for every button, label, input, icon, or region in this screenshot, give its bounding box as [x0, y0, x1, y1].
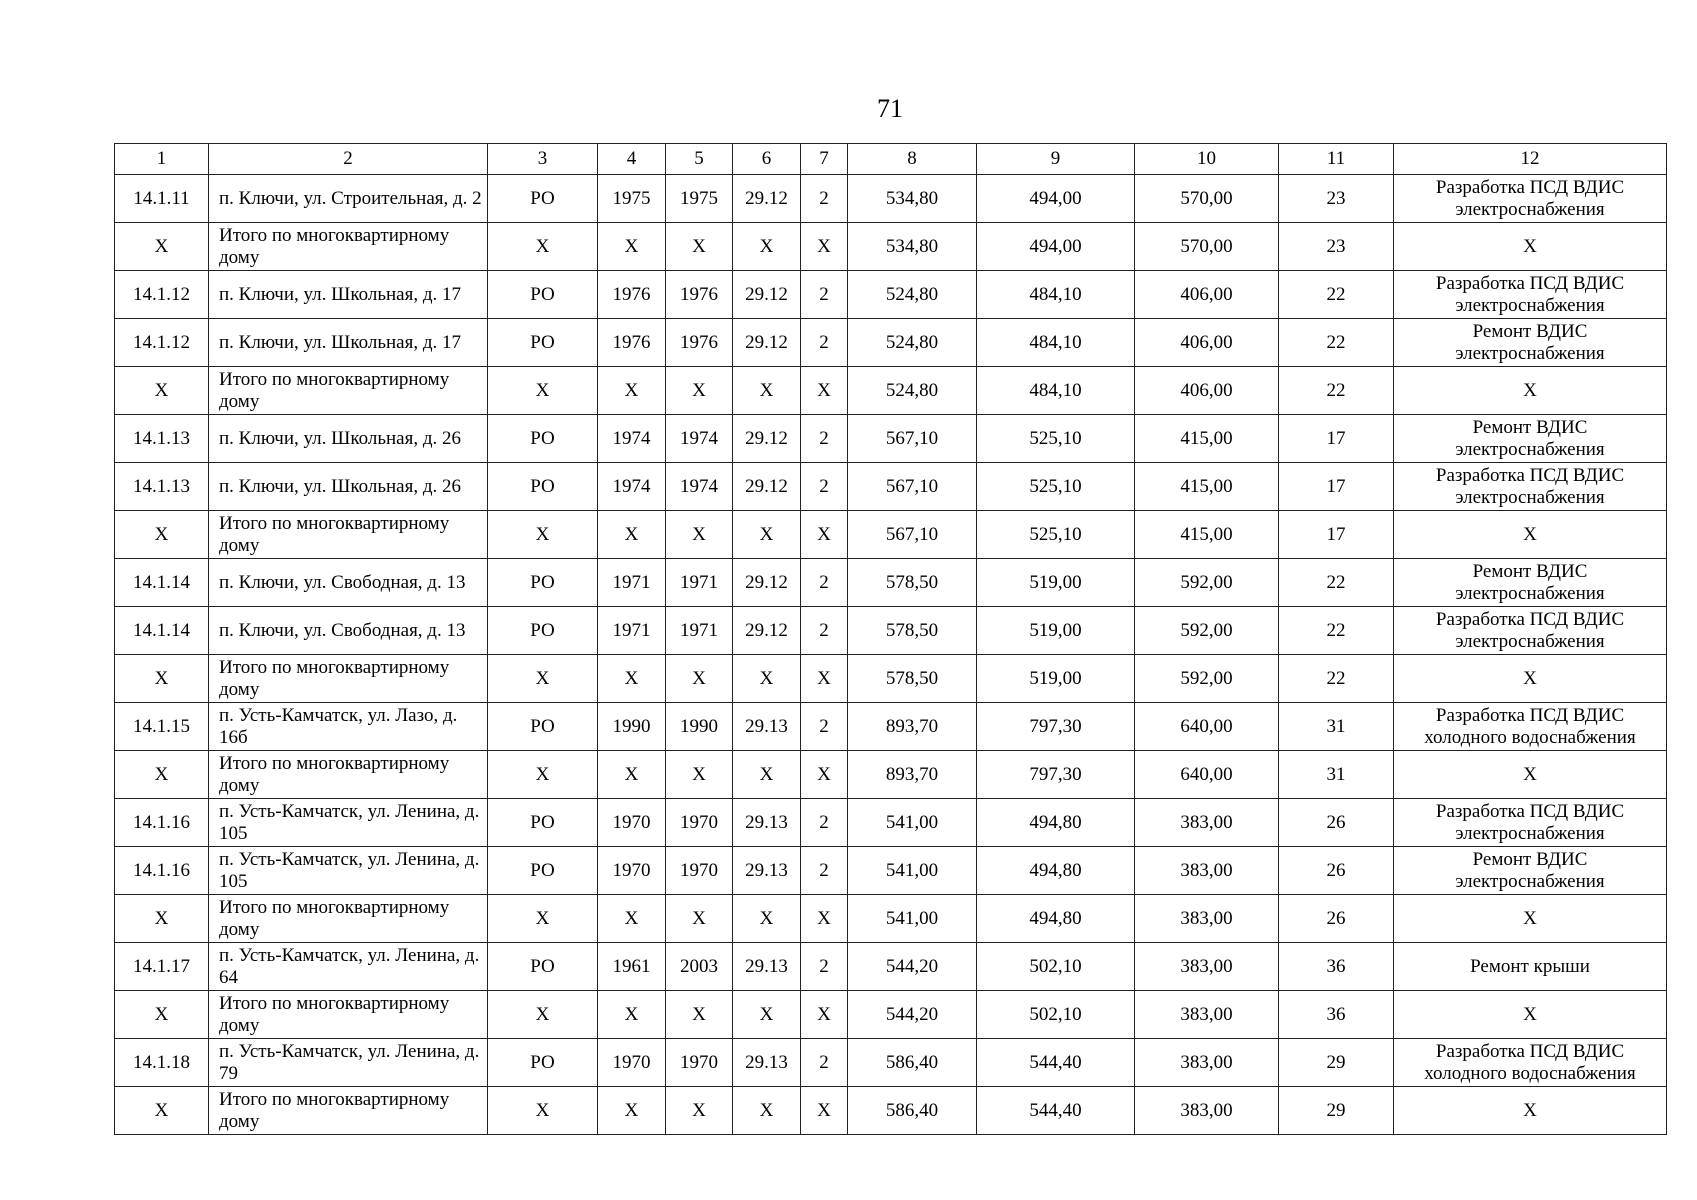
living-area-cell: 494,80 — [977, 799, 1135, 847]
year-commissioned-cell: Х — [666, 1087, 733, 1135]
year-commissioned-cell: 1970 — [666, 799, 733, 847]
total-area-cell: 567,10 — [848, 511, 977, 559]
floors-cell: 2 — [801, 703, 848, 751]
year-commissioned-cell: 1975 — [666, 175, 733, 223]
residents-count-cell: 17 — [1279, 463, 1394, 511]
column-header: 1 — [115, 144, 209, 175]
year-commissioned-cell: 1974 — [666, 463, 733, 511]
total-area-cell: 534,80 — [848, 223, 977, 271]
work-type-cell: Х — [1394, 223, 1667, 271]
residents-count-cell: 23 — [1279, 223, 1394, 271]
living-area-cell: 525,10 — [977, 511, 1135, 559]
residents-count-cell: 29 — [1279, 1039, 1394, 1087]
year-built-cell: Х — [598, 655, 666, 703]
total-area-cell: 586,40 — [848, 1087, 977, 1135]
residents-area-cell: 592,00 — [1135, 655, 1279, 703]
column-number-row — [115, 144, 1667, 175]
row-number-cell: 14.1.15 — [115, 703, 209, 751]
residents-count-cell: 31 — [1279, 751, 1394, 799]
living-area-cell: 494,00 — [977, 223, 1135, 271]
residents-count-cell: 22 — [1279, 319, 1394, 367]
residents-area-cell: 592,00 — [1135, 607, 1279, 655]
year-commissioned-cell: 1990 — [666, 703, 733, 751]
residents-area-cell: 570,00 — [1135, 175, 1279, 223]
year-commissioned-cell: 1976 — [666, 319, 733, 367]
floors-cell: Х — [801, 895, 848, 943]
living-area-cell: 484,10 — [977, 319, 1135, 367]
category-cell: РО — [488, 943, 598, 991]
column-header: 12 — [1394, 144, 1667, 175]
row-number-cell: Х — [115, 895, 209, 943]
year-built-cell: Х — [598, 511, 666, 559]
residents-count-cell: 36 — [1279, 943, 1394, 991]
wall-material-cell: Х — [733, 1087, 801, 1135]
table-body — [115, 175, 1667, 1135]
wall-material-cell: 29.13 — [733, 799, 801, 847]
living-area-cell: 544,40 — [977, 1039, 1135, 1087]
year-commissioned-cell: Х — [666, 991, 733, 1039]
residents-area-cell: 383,00 — [1135, 895, 1279, 943]
living-area-cell: 484,10 — [977, 271, 1135, 319]
row-number-cell: Х — [115, 655, 209, 703]
year-commissioned-cell: 1971 — [666, 559, 733, 607]
residents-area-cell: 406,00 — [1135, 367, 1279, 415]
wall-material-cell: 29.13 — [733, 847, 801, 895]
work-type-cell: Разработка ПСД ВДИС электроснабжения — [1394, 175, 1667, 223]
table-row — [115, 895, 1667, 943]
row-number-cell: 14.1.13 — [115, 463, 209, 511]
living-area-cell: 502,10 — [977, 943, 1135, 991]
living-area-cell: 484,10 — [977, 367, 1135, 415]
year-built-cell: 1975 — [598, 175, 666, 223]
work-type-cell: Ремонт ВДИС электроснабжения — [1394, 415, 1667, 463]
row-number-cell: Х — [115, 1087, 209, 1135]
floors-cell: Х — [801, 511, 848, 559]
category-cell: РО — [488, 415, 598, 463]
total-area-cell: 893,70 — [848, 751, 977, 799]
living-area-cell: 519,00 — [977, 559, 1135, 607]
total-area-cell: 524,80 — [848, 271, 977, 319]
floors-cell: Х — [801, 655, 848, 703]
row-number-cell: Х — [115, 991, 209, 1039]
residents-area-cell: 383,00 — [1135, 1087, 1279, 1135]
table-row — [115, 415, 1667, 463]
table-row — [115, 943, 1667, 991]
address-cell: п. Усть-Камчатск, ул. Ленина, д. 79 — [209, 1039, 488, 1087]
address-cell: п. Ключи, ул. Школьная, д. 26 — [209, 463, 488, 511]
work-type-cell: Х — [1394, 655, 1667, 703]
year-built-cell: Х — [598, 751, 666, 799]
year-built-cell: 1976 — [598, 319, 666, 367]
column-header: 8 — [848, 144, 977, 175]
row-number-cell: 14.1.16 — [115, 847, 209, 895]
residents-area-cell: 406,00 — [1135, 319, 1279, 367]
column-header: 10 — [1135, 144, 1279, 175]
work-type-cell: Ремонт ВДИС электроснабжения — [1394, 559, 1667, 607]
living-area-cell: 502,10 — [977, 991, 1135, 1039]
residents-count-cell: 29 — [1279, 1087, 1394, 1135]
residents-area-cell: 383,00 — [1135, 943, 1279, 991]
residents-count-cell: 17 — [1279, 511, 1394, 559]
address-cell: п. Ключи, ул. Школьная, д. 26 — [209, 415, 488, 463]
residents-count-cell: 22 — [1279, 559, 1394, 607]
category-cell: Х — [488, 991, 598, 1039]
year-built-cell: Х — [598, 367, 666, 415]
address-cell: п. Ключи, ул. Школьная, д. 17 — [209, 271, 488, 319]
row-number-cell: 14.1.17 — [115, 943, 209, 991]
category-cell: РО — [488, 271, 598, 319]
wall-material-cell: 29.12 — [733, 607, 801, 655]
category-cell: Х — [488, 655, 598, 703]
work-type-cell: Х — [1394, 511, 1667, 559]
residents-count-cell: 26 — [1279, 847, 1394, 895]
wall-material-cell: Х — [733, 991, 801, 1039]
total-area-cell: 586,40 — [848, 1039, 977, 1087]
column-header: 11 — [1279, 144, 1394, 175]
wall-material-cell: Х — [733, 511, 801, 559]
living-area-cell: 544,40 — [977, 1087, 1135, 1135]
residents-count-cell: 22 — [1279, 655, 1394, 703]
floors-cell: 2 — [801, 175, 848, 223]
residents-area-cell: 640,00 — [1135, 751, 1279, 799]
floors-cell: 2 — [801, 463, 848, 511]
total-area-cell: 567,10 — [848, 463, 977, 511]
year-built-cell: Х — [598, 991, 666, 1039]
year-built-cell: Х — [598, 895, 666, 943]
work-type-cell: Х — [1394, 991, 1667, 1039]
table-row — [115, 367, 1667, 415]
wall-material-cell: 29.12 — [733, 463, 801, 511]
address-cell: Итого по многоквартирному дому — [209, 655, 488, 703]
living-area-cell: 525,10 — [977, 415, 1135, 463]
column-header: 2 — [209, 144, 488, 175]
year-commissioned-cell: Х — [666, 751, 733, 799]
table-row — [115, 991, 1667, 1039]
floors-cell: Х — [801, 991, 848, 1039]
wall-material-cell: Х — [733, 751, 801, 799]
year-built-cell: 1976 — [598, 271, 666, 319]
residents-count-cell: 22 — [1279, 271, 1394, 319]
year-commissioned-cell: Х — [666, 895, 733, 943]
work-type-cell: Разработка ПСД ВДИС электроснабжения — [1394, 607, 1667, 655]
wall-material-cell: 29.12 — [733, 175, 801, 223]
row-number-cell: Х — [115, 367, 209, 415]
total-area-cell: 541,00 — [848, 895, 977, 943]
year-built-cell: 1961 — [598, 943, 666, 991]
year-built-cell: 1990 — [598, 703, 666, 751]
year-commissioned-cell: 1974 — [666, 415, 733, 463]
residents-area-cell: 592,00 — [1135, 559, 1279, 607]
year-commissioned-cell: 2003 — [666, 943, 733, 991]
table-row — [115, 607, 1667, 655]
residents-count-cell: 22 — [1279, 367, 1394, 415]
column-header: 3 — [488, 144, 598, 175]
category-cell: Х — [488, 1087, 598, 1135]
floors-cell: 2 — [801, 415, 848, 463]
floors-cell: 2 — [801, 319, 848, 367]
residents-count-cell: 26 — [1279, 895, 1394, 943]
column-header: 5 — [666, 144, 733, 175]
category-cell: РО — [488, 799, 598, 847]
work-type-cell: Разработка ПСД ВДИС электроснабжения — [1394, 463, 1667, 511]
table-row — [115, 271, 1667, 319]
wall-material-cell: 29.13 — [733, 703, 801, 751]
wall-material-cell: 29.12 — [733, 415, 801, 463]
page-number: 71 — [877, 94, 903, 123]
wall-material-cell: Х — [733, 895, 801, 943]
table-row — [115, 175, 1667, 223]
floors-cell: 2 — [801, 559, 848, 607]
work-type-cell: Разработка ПСД ВДИС холодного водоснабжения — [1394, 1039, 1667, 1087]
year-built-cell: 1974 — [598, 463, 666, 511]
living-area-cell: 494,80 — [977, 847, 1135, 895]
work-type-cell: Ремонт ВДИС электроснабжения — [1394, 319, 1667, 367]
year-commissioned-cell: 1970 — [666, 1039, 733, 1087]
residents-area-cell: 383,00 — [1135, 847, 1279, 895]
work-type-cell: Х — [1394, 895, 1667, 943]
wall-material-cell: 29.13 — [733, 943, 801, 991]
category-cell: РО — [488, 463, 598, 511]
table-row — [115, 319, 1667, 367]
table-row — [115, 1087, 1667, 1135]
row-number-cell: 14.1.14 — [115, 607, 209, 655]
work-type-cell: Х — [1394, 1087, 1667, 1135]
address-cell: Итого по многоквартирному дому — [209, 1087, 488, 1135]
residents-area-cell: 415,00 — [1135, 463, 1279, 511]
total-area-cell: 541,00 — [848, 847, 977, 895]
year-built-cell: Х — [598, 223, 666, 271]
category-cell: Х — [488, 223, 598, 271]
total-area-cell: 567,10 — [848, 415, 977, 463]
total-area-cell: 578,50 — [848, 559, 977, 607]
residents-area-cell: 415,00 — [1135, 415, 1279, 463]
residents-count-cell: 17 — [1279, 415, 1394, 463]
category-cell: РО — [488, 703, 598, 751]
year-built-cell: Х — [598, 1087, 666, 1135]
total-area-cell: 534,80 — [848, 175, 977, 223]
year-built-cell: 1974 — [598, 415, 666, 463]
living-area-cell: 525,10 — [977, 463, 1135, 511]
table-row — [115, 703, 1667, 751]
category-cell: РО — [488, 319, 598, 367]
wall-material-cell: Х — [733, 367, 801, 415]
year-built-cell: 1971 — [598, 607, 666, 655]
row-number-cell: Х — [115, 223, 209, 271]
table-row — [115, 1039, 1667, 1087]
address-cell: Итого по многоквартирному дому — [209, 991, 488, 1039]
living-area-cell: 494,00 — [977, 175, 1135, 223]
column-header: 9 — [977, 144, 1135, 175]
wall-material-cell: Х — [733, 223, 801, 271]
floors-cell: Х — [801, 223, 848, 271]
address-cell: Итого по многоквартирному дому — [209, 895, 488, 943]
living-area-cell: 519,00 — [977, 607, 1135, 655]
residents-count-cell: 23 — [1279, 175, 1394, 223]
row-number-cell: 14.1.16 — [115, 799, 209, 847]
wall-material-cell: Х — [733, 655, 801, 703]
living-area-cell: 519,00 — [977, 655, 1135, 703]
row-number-cell: 14.1.13 — [115, 415, 209, 463]
year-commissioned-cell: Х — [666, 367, 733, 415]
floors-cell: 2 — [801, 271, 848, 319]
category-cell: Х — [488, 367, 598, 415]
year-commissioned-cell: 1971 — [666, 607, 733, 655]
category-cell: Х — [488, 895, 598, 943]
category-cell: РО — [488, 607, 598, 655]
wall-material-cell: 29.12 — [733, 271, 801, 319]
year-built-cell: 1970 — [598, 799, 666, 847]
address-cell: Итого по многоквартирному дому — [209, 751, 488, 799]
residents-area-cell: 415,00 — [1135, 511, 1279, 559]
residents-count-cell: 36 — [1279, 991, 1394, 1039]
total-area-cell: 524,80 — [848, 367, 977, 415]
residents-area-cell: 570,00 — [1135, 223, 1279, 271]
address-cell: Итого по многоквартирному дому — [209, 367, 488, 415]
year-commissioned-cell: 1976 — [666, 271, 733, 319]
address-cell: п. Ключи, ул. Свободная, д. 13 — [209, 559, 488, 607]
table-row — [115, 511, 1667, 559]
floors-cell: Х — [801, 367, 848, 415]
living-area-cell: 494,80 — [977, 895, 1135, 943]
table-row — [115, 223, 1667, 271]
work-type-cell: Х — [1394, 751, 1667, 799]
total-area-cell: 544,20 — [848, 991, 977, 1039]
work-type-cell: Х — [1394, 367, 1667, 415]
wall-material-cell: 29.13 — [733, 1039, 801, 1087]
wall-material-cell: 29.12 — [733, 319, 801, 367]
row-number-cell: 14.1.12 — [115, 319, 209, 367]
address-cell: п. Ключи, ул. Строительная, д. 2 — [209, 175, 488, 223]
year-commissioned-cell: Х — [666, 223, 733, 271]
total-area-cell: 578,50 — [848, 655, 977, 703]
year-built-cell: 1971 — [598, 559, 666, 607]
floors-cell: 2 — [801, 847, 848, 895]
floors-cell: 2 — [801, 607, 848, 655]
address-cell: п. Усть-Камчатск, ул. Ленина, д. 64 — [209, 943, 488, 991]
work-type-cell: Ремонт ВДИС электроснабжения — [1394, 847, 1667, 895]
residents-area-cell: 640,00 — [1135, 703, 1279, 751]
floors-cell: Х — [801, 1087, 848, 1135]
row-number-cell: 14.1.12 — [115, 271, 209, 319]
table-row — [115, 655, 1667, 703]
living-area-cell: 797,30 — [977, 703, 1135, 751]
address-cell: п. Ключи, ул. Свободная, д. 13 — [209, 607, 488, 655]
row-number-cell: 14.1.11 — [115, 175, 209, 223]
work-type-cell: Ремонт крыши — [1394, 943, 1667, 991]
total-area-cell: 541,00 — [848, 799, 977, 847]
column-header: 4 — [598, 144, 666, 175]
residents-area-cell: 383,00 — [1135, 991, 1279, 1039]
total-area-cell: 893,70 — [848, 703, 977, 751]
residents-count-cell: 31 — [1279, 703, 1394, 751]
row-number-cell: Х — [115, 511, 209, 559]
address-cell: Итого по многоквартирному дому — [209, 223, 488, 271]
table-row — [115, 463, 1667, 511]
address-cell: Итого по многоквартирному дому — [209, 511, 488, 559]
category-cell: РО — [488, 175, 598, 223]
table-row — [115, 847, 1667, 895]
work-type-cell: Разработка ПСД ВДИС электроснабжения — [1394, 271, 1667, 319]
floors-cell: Х — [801, 751, 848, 799]
row-number-cell: 14.1.18 — [115, 1039, 209, 1087]
row-number-cell: 14.1.14 — [115, 559, 209, 607]
category-cell: РО — [488, 1039, 598, 1087]
total-area-cell: 544,20 — [848, 943, 977, 991]
address-cell: п. Усть-Камчатск, ул. Лазо, д. 16б — [209, 703, 488, 751]
table-row — [115, 559, 1667, 607]
category-cell: РО — [488, 847, 598, 895]
total-area-cell: 524,80 — [848, 319, 977, 367]
year-built-cell: 1970 — [598, 1039, 666, 1087]
table-row — [115, 751, 1667, 799]
address-cell: п. Усть-Камчатск, ул. Ленина, д. 105 — [209, 799, 488, 847]
column-header: 6 — [733, 144, 801, 175]
category-cell: Х — [488, 751, 598, 799]
residents-count-cell: 22 — [1279, 607, 1394, 655]
category-cell: Х — [488, 511, 598, 559]
work-type-cell: Разработка ПСД ВДИС холодного водоснабжения — [1394, 703, 1667, 751]
address-cell: п. Ключи, ул. Школьная, д. 17 — [209, 319, 488, 367]
residents-area-cell: 383,00 — [1135, 1039, 1279, 1087]
table-row — [115, 799, 1667, 847]
floors-cell: 2 — [801, 799, 848, 847]
housing-register-table — [114, 143, 1667, 1135]
residents-count-cell: 26 — [1279, 799, 1394, 847]
floors-cell: 2 — [801, 943, 848, 991]
floors-cell: 2 — [801, 1039, 848, 1087]
wall-material-cell: 29.12 — [733, 559, 801, 607]
residents-area-cell: 383,00 — [1135, 799, 1279, 847]
year-commissioned-cell: Х — [666, 511, 733, 559]
address-cell: п. Усть-Камчатск, ул. Ленина, д. 105 — [209, 847, 488, 895]
living-area-cell: 797,30 — [977, 751, 1135, 799]
residents-area-cell: 406,00 — [1135, 271, 1279, 319]
work-type-cell: Разработка ПСД ВДИС электроснабжения — [1394, 799, 1667, 847]
year-commissioned-cell: Х — [666, 655, 733, 703]
total-area-cell: 578,50 — [848, 607, 977, 655]
column-header: 7 — [801, 144, 848, 175]
row-number-cell: Х — [115, 751, 209, 799]
category-cell: РО — [488, 559, 598, 607]
year-built-cell: 1970 — [598, 847, 666, 895]
year-commissioned-cell: 1970 — [666, 847, 733, 895]
